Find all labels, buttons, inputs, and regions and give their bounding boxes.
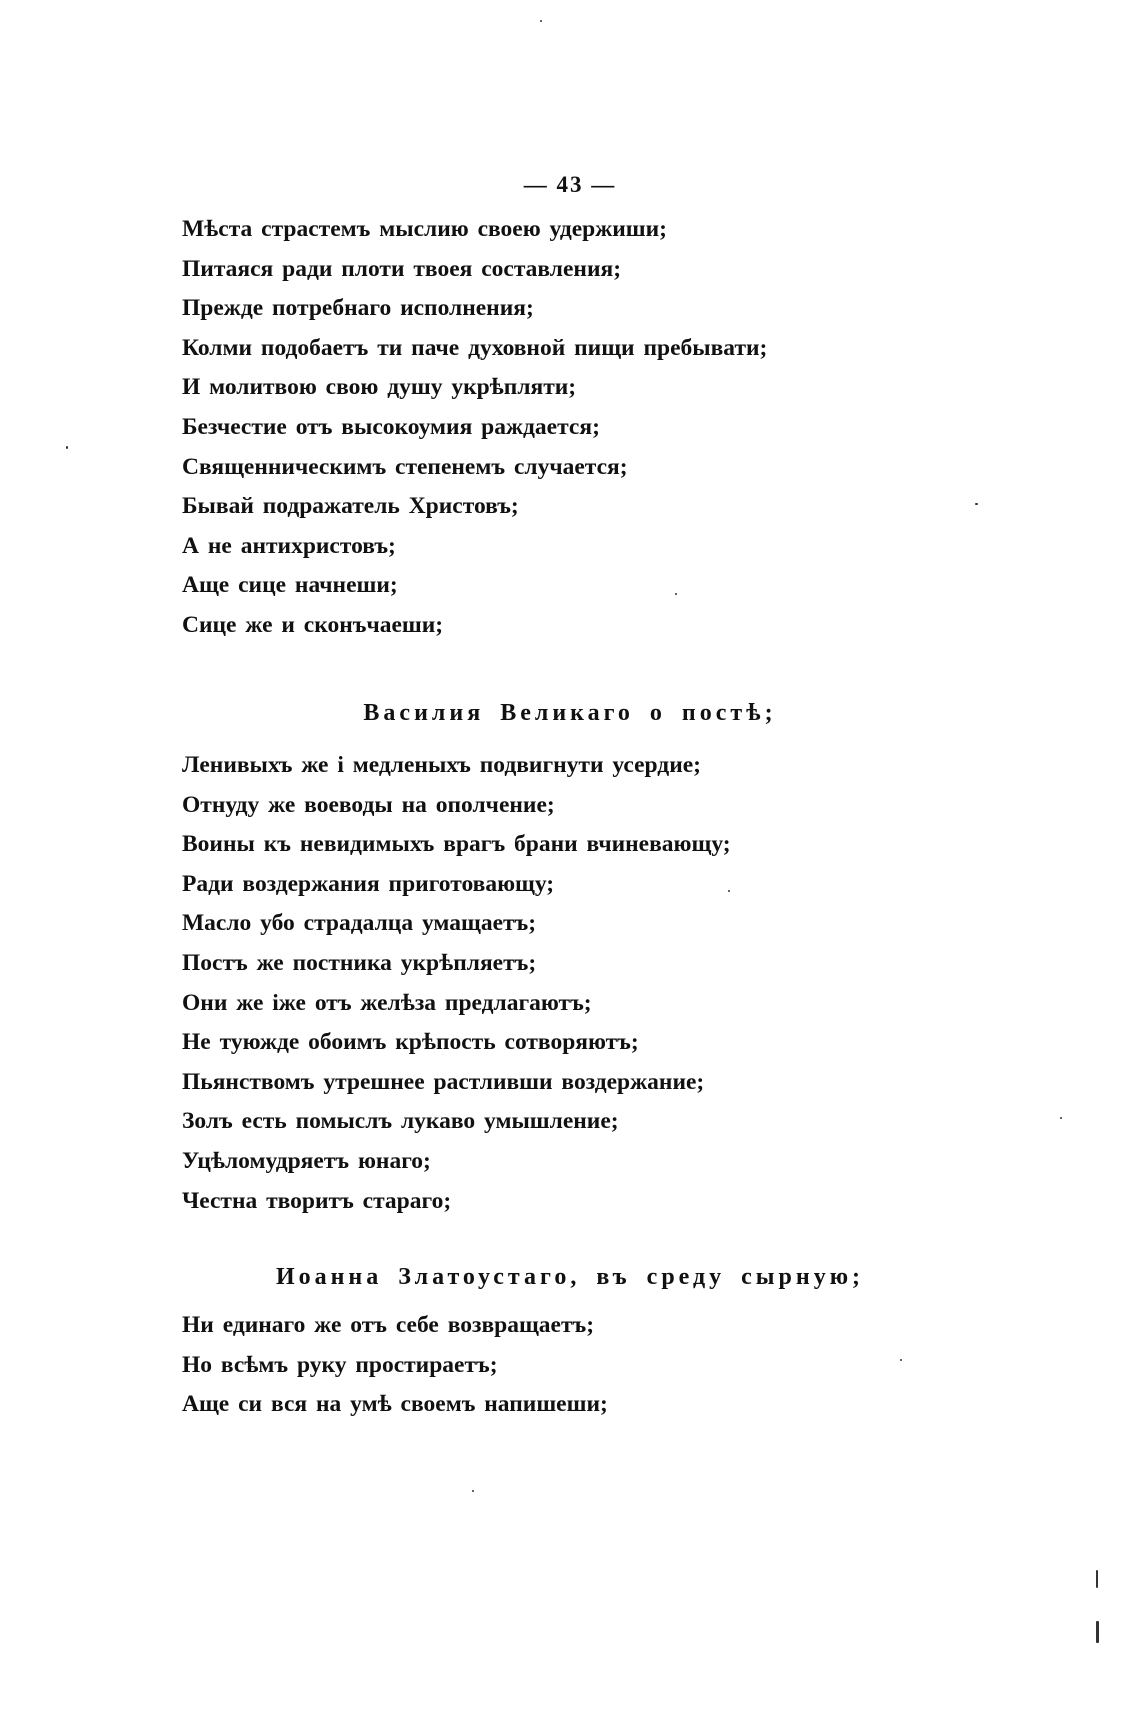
verse-line: Они же іже отъ желѣза предлагаютъ; <box>182 989 592 1016</box>
verse-line: Честна творитъ стараго; <box>182 1187 452 1214</box>
verse-line: Ленивыхъ же і медленыхъ подвигнути усердие; <box>182 752 701 778</box>
verse-line: Мѣста страстемъ мыслию своею удержиши; <box>182 216 667 242</box>
verse-line: Пьянствомъ утрешнее растливши воздержание; <box>182 1068 705 1095</box>
verse-line: Отнуду же воеводы на ополчение; <box>182 791 555 818</box>
verse-line: И молитвою свою душу укрѣпляти; <box>182 374 577 401</box>
section-heading-basil: Василия Великаго о постѣ; <box>363 700 777 726</box>
scan-speck <box>1096 1621 1099 1643</box>
verse-line: Не туюжде обоимъ крѣпость сотворяютъ; <box>182 1029 639 1056</box>
verse-line: Ни единаго же отъ себе возвращаетъ; <box>182 1312 595 1338</box>
verse-line: Постъ же постника укрѣпляетъ; <box>182 949 537 976</box>
verse-line: Масло убо страдалца умащаетъ; <box>182 910 537 937</box>
verse-line: Сице же и сконъчаеши; <box>182 611 444 638</box>
verse-line: Питаяся ради плоти твоея составления; <box>182 255 622 282</box>
scan-speck <box>728 890 730 892</box>
verse-line: Прежде потребнаго исполнения; <box>182 295 534 322</box>
verse-line: Безчестие отъ высокоумия раждается; <box>182 413 600 440</box>
verse-line: Священническимъ степенемъ случается; <box>182 453 628 480</box>
verse-line: Ради воздержания приготовающу; <box>182 870 555 897</box>
section-heading-chrysostom: Иоанна Златоустаго, въ среду сырную; <box>275 1264 865 1290</box>
verse-line: Колми подобаетъ ти паче духовной пищи пребывати; <box>182 334 768 361</box>
scan-speck <box>975 503 978 505</box>
verse-line: Бывай подражатель Христовъ; <box>182 493 519 520</box>
verse-block-2 <box>182 746 882 1221</box>
verse-block-1 <box>182 210 882 646</box>
verse-line: А не антихристовъ; <box>182 532 396 559</box>
verse-line: Аще сице начнеши; <box>182 572 398 599</box>
verse-line: Золъ есть помыслъ лукаво умышление; <box>182 1108 619 1135</box>
verse-line: Уцѣломудряетъ юнаго; <box>182 1147 431 1174</box>
scan-speck <box>1096 1570 1098 1588</box>
verse-line: Аще си вся на умѣ своемъ напишеши; <box>182 1391 608 1418</box>
scan-speck <box>900 1359 902 1361</box>
scan-speck <box>1060 1117 1062 1119</box>
scan-speck <box>66 446 68 449</box>
verse-line: Но всѣмъ руку простираетъ; <box>182 1351 498 1378</box>
scan-speck <box>540 20 542 22</box>
scan-speck <box>675 593 677 595</box>
scan-speck <box>472 1490 474 1492</box>
verse-line: Воины къ невидимыхъ врагъ брани вчиневающу; <box>182 831 731 858</box>
verse-block-3 <box>182 1306 882 1425</box>
page-number: — 43 — <box>523 172 617 197</box>
